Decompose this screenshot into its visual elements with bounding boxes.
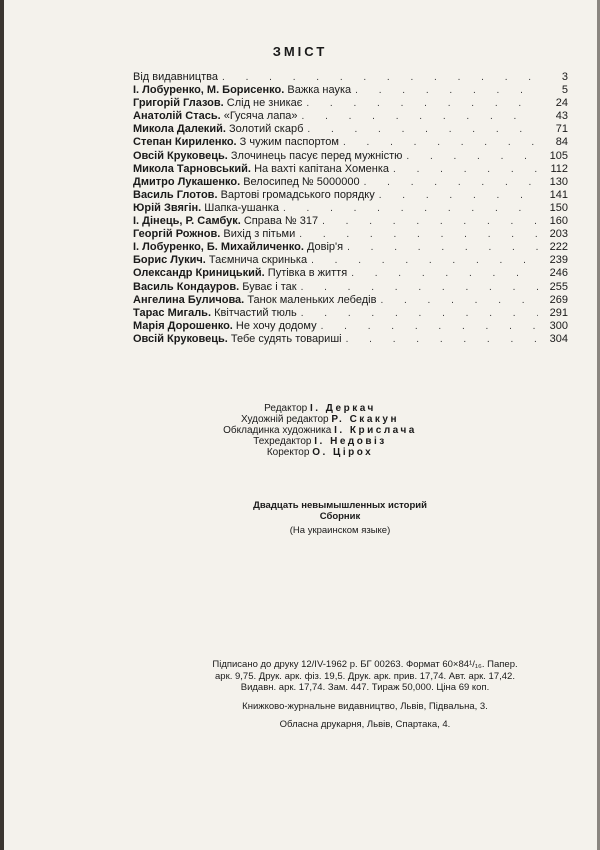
dot-leader [380,294,538,307]
credit-line [190,447,450,458]
toc-story-title: «Гусяча лапа» [223,110,298,123]
dot-leader [346,333,538,346]
dot-leader [301,307,538,320]
toc-story-title: Велосипед № 5000000 [243,175,360,188]
toc-author: Овсій Круковець. [133,149,228,162]
dot-leader [343,136,538,149]
book-title-ru: Двадцать невымышленных историй [253,500,427,511]
toc-story-title: Тебе судять товариші [230,332,342,345]
toc-page-number: 71 [555,123,568,136]
dot-leader [283,202,538,215]
toc-author: Від видавництва [133,71,219,83]
credit-name: І. Недовіз [314,436,387,447]
credit-line [190,414,450,425]
toc-entry [133,176,568,189]
toc-author: Ангелина Буличова. [133,293,245,306]
toc-entry [133,333,568,346]
toc-author: Юрій Звягін. [133,201,202,214]
toc-page-number: 105 [549,149,568,162]
dot-leader [301,281,538,294]
credit-line [190,436,450,447]
toc-story-title: Путівка в життя [267,267,348,280]
toc-page-number: 84 [555,136,568,149]
toc-page-number: 3 [561,71,568,83]
toc-author: Борис Лукич. [133,254,206,267]
publisher-line: Книжково-журнальне видавництво, Львів, Підвальна, 3. [242,700,488,712]
toc-story-title: Таємнича скринька [208,254,308,267]
toc-story-title: Буває і так [242,280,297,293]
toc-page-number: 291 [549,306,568,319]
toc-page-number: 203 [549,228,568,241]
page-edge-shadow [0,0,4,850]
book-title-block [200,500,480,536]
toc-page-number: 130 [549,175,568,188]
credit-name: І. Крислача [334,425,417,436]
toc-entry [133,97,568,110]
printer-line: Обласна друкарня, Львів, Спартака, 4. [279,719,451,730]
dot-leader [222,71,538,84]
dot-leader [393,163,538,176]
toc-page-number: 269 [549,293,568,306]
toc-entry [133,294,568,307]
toc-author: Дмитро Лукашенко. [133,175,241,188]
toc-story-title: Вартові громадського порядку [220,188,375,201]
imprint-block [170,659,560,731]
dot-leader [322,215,538,228]
toc-story-title: З чужим паспортом [239,136,339,149]
toc-story-title: Шапка-ушанка [204,201,279,214]
toc-page-number: 304 [549,332,568,345]
toc-story-title: Вихід з пітьми [223,228,296,241]
toc-entry [133,281,568,294]
table-of-contents [133,71,568,346]
dot-leader [355,84,538,97]
toc-page-number: 239 [549,254,568,267]
toc-entry [133,150,568,163]
credit-line [190,425,450,436]
book-subtitle-ru: Сборник [319,511,361,522]
dot-leader [311,254,538,267]
credit-role: Коректор [266,447,310,458]
toc-author: І. Дінець, Р. Самбук. [133,215,241,228]
dot-leader [307,123,538,136]
toc-page-number: 150 [549,201,568,214]
dot-leader [406,150,538,163]
toc-page-number: 222 [549,241,568,254]
toc-author: Анатолій Стась. [133,110,221,123]
credit-line [190,403,450,414]
toc-entry [133,320,568,333]
toc-page-number: 141 [549,188,568,201]
imprint-line: Підписано до друку 12/IV-1962 р. БГ 00263. Формат 60×84¹/₁₆. Папер. [212,659,518,670]
toc-page-number: 112 [550,162,568,175]
toc-entry [133,123,568,136]
toc-page-number: 24 [555,97,568,110]
toc-author: Микола Тарновський. [133,162,251,175]
toc-entry [133,189,568,202]
toc-author: Овсій Круковець. [133,332,228,345]
credit-role: Художній редактор [241,414,329,425]
imprint-line: арк. 9,75. Друк. арк. фіз. 19,5. Друк. арк. прив. 17,74. Авт. арк. 17,42. [215,670,515,682]
toc-story-title: Справа № 317 [243,215,319,228]
credit-role: Обкладинка художника [223,425,332,436]
toc-story-title: Квітчастий тюль [214,306,297,319]
toc-author: Тарас Мигаль. [133,306,212,319]
dot-leader [321,320,538,333]
toc-story-title: Не хочу додому [235,319,317,332]
toc-entry [133,110,568,123]
language-note: (На украинском языке) [289,525,391,536]
toc-page-number: 5 [561,84,568,97]
toc-entry [133,84,568,97]
dot-leader [351,267,538,280]
imprint-line: Видавн. арк. 17,74. Зам. 447. Тираж 50,000. Ціна 69 коп. [240,682,490,693]
toc-author: Георгій Рожнов. [133,228,221,241]
credit-name: Р. Скакун [331,414,399,425]
toc-page-number: 300 [549,319,568,332]
credit-role: Редактор [264,403,308,414]
toc-entry [133,215,568,228]
toc-entry [133,71,568,84]
toc-entry [133,136,568,149]
toc-story-title: Злочинець пасує перед мужністю [230,149,403,162]
toc-story-title: Слід не зникає [226,97,303,110]
toc-page-number: 43 [555,110,568,123]
toc-entry [133,307,568,320]
toc-page-number: 255 [549,280,568,293]
toc-story-title: Золотий скарб [228,123,304,136]
dot-leader [302,110,538,123]
toc-author: Олександр Криницький. [133,267,265,280]
toc-entry [133,254,568,267]
dot-leader [347,241,538,254]
toc-page-number: 246 [549,267,568,280]
credit-name: О. Цірох [312,447,374,458]
toc-author: Василь Глотов. [133,188,218,201]
toc-story-title: На вахті капітана Хоменка [254,162,390,175]
toc-author: І. Лобуренко, М. Борисенко. [133,84,285,97]
credit-role: Техредактор [253,436,312,447]
dot-leader [364,176,538,189]
toc-entry [133,163,568,176]
credits-block [190,403,450,458]
toc-story-title: Довір'я [306,241,344,254]
toc-author: І. Лобуренко, Б. Михайличенко. [133,241,304,254]
toc-author: Марія Дорошенко. [133,319,233,332]
toc-page-number: 160 [549,215,568,228]
toc-author: Степан Кириленко. [133,136,237,149]
toc-author: Василь Кондауров. [133,280,240,293]
dot-leader [299,228,538,241]
contents-title: ЗМІСТ [272,44,328,59]
toc-entry [133,202,568,215]
toc-author: Микола Далекий. [133,123,226,136]
toc-entry [133,228,568,241]
dot-leader [306,97,538,110]
toc-author: Григорій Глазов. [133,97,224,110]
dot-leader [379,189,538,202]
credit-name: І. Деркач [309,403,376,414]
toc-story-title: Важка наука [287,84,352,97]
toc-story-title: Танок маленьких лебедів [247,293,377,306]
toc-entry [133,267,568,280]
toc-entry [133,241,568,254]
